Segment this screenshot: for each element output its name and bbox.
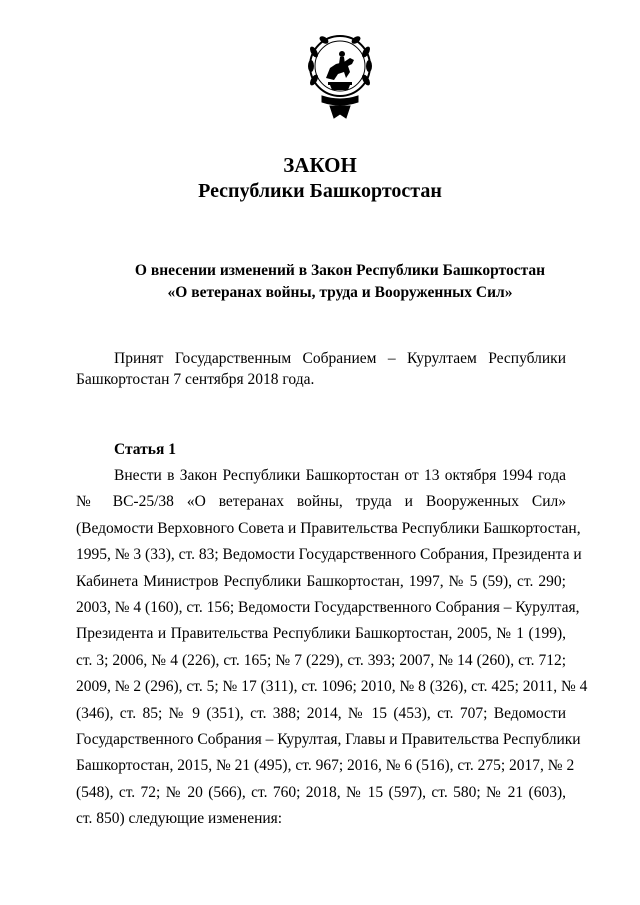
subject-line-2: «О ветеранах войны, труда и Вооруженных Сил» [167, 284, 513, 301]
subject-line-1: О внесении изменений в Закон Республики Башкортостан [134, 262, 546, 279]
law-title: ЗАКОН [283, 153, 357, 177]
article-line: (346), ст. 85; № 9 (351), ст. 388; 2014, № 15 (453), ст. 707; Ведомости [76, 704, 566, 722]
article-body [76, 463, 588, 832]
law-subtitle: Республики Башкортостан [198, 180, 442, 202]
law-subject [90, 260, 590, 304]
article-line: Президента и Правительства Республики Башкортостан, 2005, № 1 (199), [76, 625, 566, 643]
article-line: Государственного Собрания – Курултая, Главы и Правительства Республики [76, 730, 581, 748]
article-line: Кабинета Министров Республики Башкортостан, 1997, № 5 (59), ст. 290; [76, 572, 566, 590]
article-line: (548), ст. 72; № 20 (566), ст. 760; 2018, № 15 (597), ст. 580; № 21 (603), [76, 783, 566, 801]
article-line: № ВС-25/38 «О ветеранах войны, труда и Вооруженных Сил» [76, 493, 566, 511]
article-line: ст. 3; 2006, № 4 (226), ст. 165; № 7 (229), ст. 393; 2007, № 14 (260), ст. 712; [76, 651, 566, 669]
article-line: 1995, № 3 (33), ст. 83; Ведомости Государственного Собрания, Президента и [76, 546, 582, 564]
article-line: 2009, № 2 (296), ст. 5; № 17 (311), ст. 1096; 2010, № 8 (326), ст. 425; 2011, № 4 [76, 678, 588, 696]
article-line: ст. 850) следующие изменения: [76, 810, 283, 828]
article-line: 2003, № 4 (160), ст. 156; Ведомости Государственного Собрания – Курултая, [76, 598, 580, 616]
article-line: Башкортостан, 2015, № 21 (495), ст. 967; 2016, № 6 (516), ст. 275; 2017, № 2 [76, 757, 575, 775]
coat-of-arms-emblem [300, 22, 380, 122]
article-line: Внести в Закон Республики Башкортостан от 13 октября 1994 года [114, 467, 566, 484]
article-line: (Ведомости Верховного Совета и Правительства Республики Башкортостан, [76, 519, 581, 537]
article-heading: Статья 1 [114, 441, 176, 458]
adoption-statement: Принят Государственным Собранием – Курултаем Республики Башкортостан 7 сентября 2018 года. [76, 350, 566, 388]
